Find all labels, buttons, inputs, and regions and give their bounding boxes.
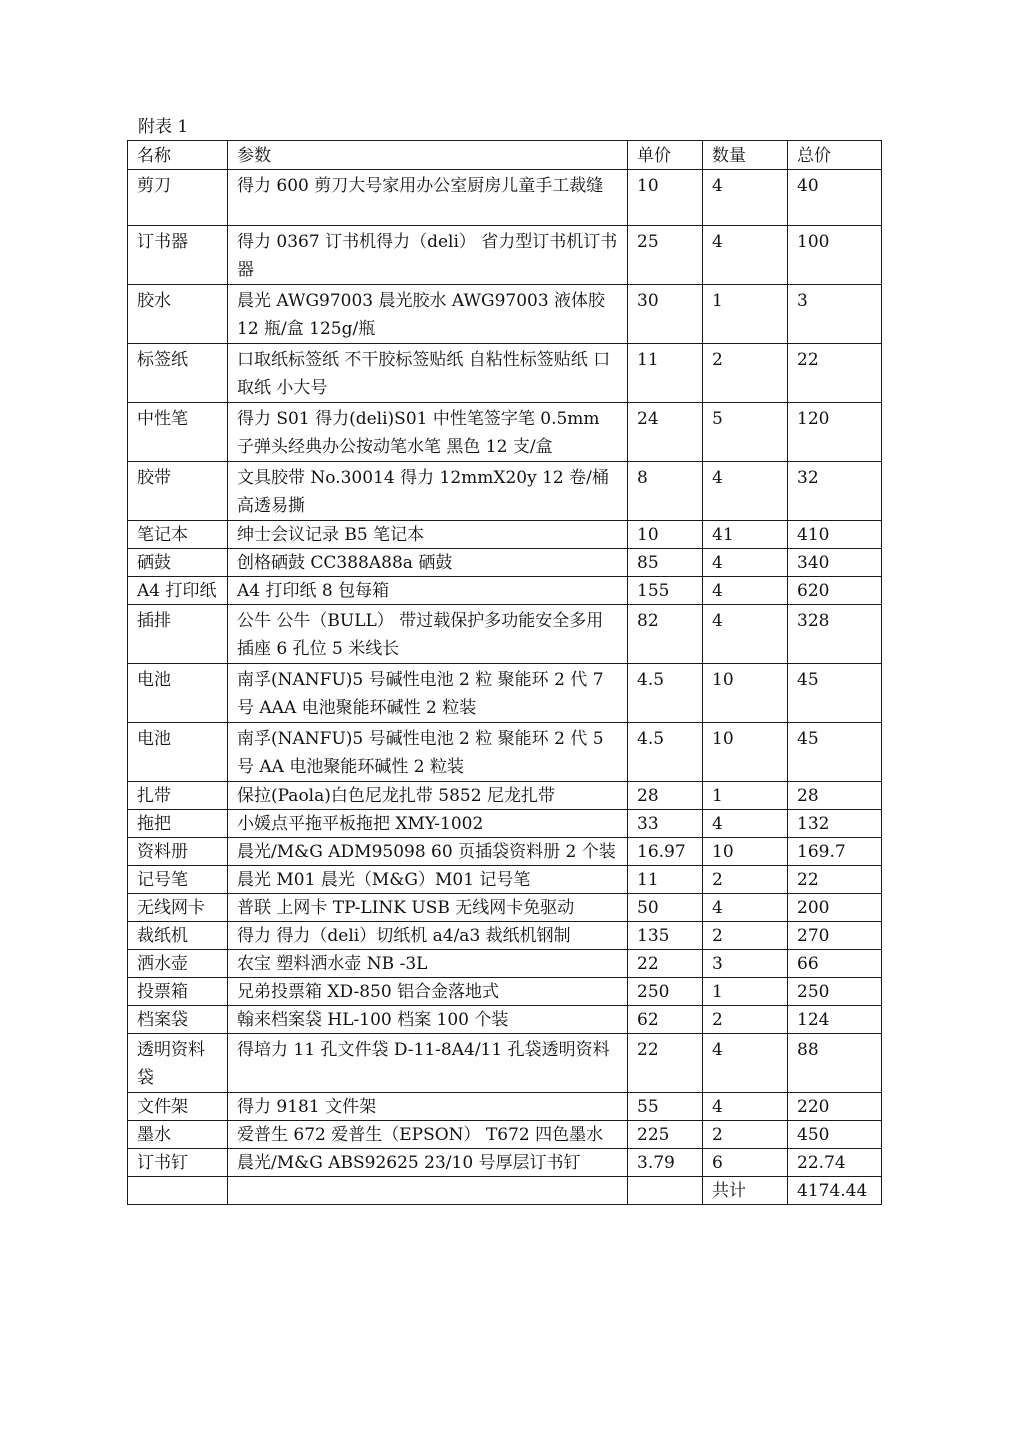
item-total: 45 bbox=[788, 723, 882, 782]
item-price: 30 bbox=[628, 285, 703, 344]
item-price: 11 bbox=[628, 344, 703, 403]
item-total: 22 bbox=[788, 344, 882, 403]
table-row bbox=[128, 462, 882, 521]
table-row bbox=[128, 1093, 882, 1121]
item-name: 档案袋 bbox=[128, 1006, 228, 1034]
item-qty: 6 bbox=[703, 1149, 788, 1177]
item-total: 120 bbox=[788, 403, 882, 462]
item-name: 墨水 bbox=[128, 1121, 228, 1149]
item-param: 口取纸标签纸 不干胶标签贴纸 自粘性标签贴纸 口取纸 小大号 bbox=[228, 344, 628, 403]
item-price: 3.79 bbox=[628, 1149, 703, 1177]
item-total: 250 bbox=[788, 978, 882, 1006]
item-total: 66 bbox=[788, 950, 882, 978]
item-qty: 4 bbox=[703, 605, 788, 664]
table-row bbox=[128, 285, 882, 344]
item-total: 100 bbox=[788, 226, 882, 285]
item-param: 得力 9181 文件架 bbox=[228, 1093, 628, 1121]
item-qty: 4 bbox=[703, 577, 788, 605]
item-total: 340 bbox=[788, 549, 882, 577]
item-param: 晨光/M&G ADM95098 60 页插袋资料册 2 个装 bbox=[228, 838, 628, 866]
item-price: 85 bbox=[628, 549, 703, 577]
item-qty: 2 bbox=[703, 922, 788, 950]
item-total: 124 bbox=[788, 1006, 882, 1034]
item-qty: 4 bbox=[703, 170, 788, 226]
table-row bbox=[128, 549, 882, 577]
item-price: 11 bbox=[628, 866, 703, 894]
item-price: 22 bbox=[628, 1034, 703, 1093]
item-price: 82 bbox=[628, 605, 703, 664]
item-qty: 1 bbox=[703, 978, 788, 1006]
item-param: 得力 600 剪刀大号家用办公室厨房儿童手工裁缝 bbox=[228, 170, 628, 226]
item-param: 晨光 M01 晨光（M&G）M01 记号笔 bbox=[228, 866, 628, 894]
header-row bbox=[128, 141, 882, 170]
item-qty: 10 bbox=[703, 838, 788, 866]
table-row bbox=[128, 605, 882, 664]
item-param: 南孚(NANFU)5 号碱性电池 2 粒 聚能环 2 代 7 号 AAA 电池聚能环碱性 2 粒装 bbox=[228, 664, 628, 723]
grand-total: 4174.44 bbox=[788, 1177, 882, 1205]
table-row bbox=[128, 922, 882, 950]
table-row bbox=[128, 950, 882, 978]
item-qty: 4 bbox=[703, 549, 788, 577]
item-price: 155 bbox=[628, 577, 703, 605]
item-param: 得力 0367 订书机得力（deli） 省力型订书机订书器 bbox=[228, 226, 628, 285]
item-name: 洒水壶 bbox=[128, 950, 228, 978]
item-price: 62 bbox=[628, 1006, 703, 1034]
item-param: 南孚(NANFU)5 号碱性电池 2 粒 聚能环 2 代 5 号 AA 电池聚能环碱性 2 粒装 bbox=[228, 723, 628, 782]
item-total: 45 bbox=[788, 664, 882, 723]
item-price: 225 bbox=[628, 1121, 703, 1149]
item-name: 剪刀 bbox=[128, 170, 228, 226]
item-param: 兄弟投票箱 XD-850 铝合金落地式 bbox=[228, 978, 628, 1006]
item-total: 328 bbox=[788, 605, 882, 664]
item-name: 裁纸机 bbox=[128, 922, 228, 950]
item-param: 文具胶带 No.30014 得力 12mmX20y 12 卷/桶 高透易撕 bbox=[228, 462, 628, 521]
item-qty: 10 bbox=[703, 664, 788, 723]
item-total: 3 bbox=[788, 285, 882, 344]
item-name: 插排 bbox=[128, 605, 228, 664]
item-name: 电池 bbox=[128, 723, 228, 782]
item-total: 220 bbox=[788, 1093, 882, 1121]
table-row bbox=[128, 894, 882, 922]
item-qty: 4 bbox=[703, 1093, 788, 1121]
table-row bbox=[128, 521, 882, 549]
item-qty: 1 bbox=[703, 782, 788, 810]
header-name: 名称 bbox=[128, 141, 228, 170]
item-qty: 2 bbox=[703, 1006, 788, 1034]
item-name: 胶带 bbox=[128, 462, 228, 521]
item-name: 订书钉 bbox=[128, 1149, 228, 1177]
item-price: 16.97 bbox=[628, 838, 703, 866]
item-qty: 5 bbox=[703, 403, 788, 462]
item-name: A4 打印纸 bbox=[128, 577, 228, 605]
item-qty: 4 bbox=[703, 810, 788, 838]
table-row bbox=[128, 226, 882, 285]
item-qty: 4 bbox=[703, 462, 788, 521]
item-name: 电池 bbox=[128, 664, 228, 723]
item-name: 中性笔 bbox=[128, 403, 228, 462]
table-row bbox=[128, 866, 882, 894]
item-param: 绅士会议记录 B5 笔记本 bbox=[228, 521, 628, 549]
total-empty-cell bbox=[128, 1177, 228, 1205]
header-price: 单价 bbox=[628, 141, 703, 170]
item-name: 拖把 bbox=[128, 810, 228, 838]
item-qty: 2 bbox=[703, 866, 788, 894]
item-price: 250 bbox=[628, 978, 703, 1006]
item-param: A4 打印纸 8 包每箱 bbox=[228, 577, 628, 605]
item-price: 10 bbox=[628, 170, 703, 226]
table-row bbox=[128, 577, 882, 605]
item-param: 普联 上网卡 TP-LINK USB 无线网卡免驱动 bbox=[228, 894, 628, 922]
total-empty-cell bbox=[228, 1177, 628, 1205]
item-param: 公牛 公牛（BULL） 带过载保护多功能安全多用插座 6 孔位 5 米线长 bbox=[228, 605, 628, 664]
item-price: 55 bbox=[628, 1093, 703, 1121]
item-price: 50 bbox=[628, 894, 703, 922]
item-price: 24 bbox=[628, 403, 703, 462]
item-qty: 2 bbox=[703, 1121, 788, 1149]
table-row bbox=[128, 1034, 882, 1093]
header-total: 总价 bbox=[788, 141, 882, 170]
item-param: 爱普生 672 爱普生（EPSON） T672 四色墨水 bbox=[228, 1121, 628, 1149]
item-name: 记号笔 bbox=[128, 866, 228, 894]
items-table bbox=[127, 140, 882, 1205]
item-total: 620 bbox=[788, 577, 882, 605]
item-qty: 3 bbox=[703, 950, 788, 978]
total-row bbox=[128, 1177, 882, 1205]
item-qty: 4 bbox=[703, 226, 788, 285]
item-name: 硒鼓 bbox=[128, 549, 228, 577]
item-price: 8 bbox=[628, 462, 703, 521]
table-row bbox=[128, 782, 882, 810]
item-qty: 10 bbox=[703, 723, 788, 782]
item-param: 得力 得力（deli）切纸机 a4/a3 裁纸机钢制 bbox=[228, 922, 628, 950]
item-name: 无线网卡 bbox=[128, 894, 228, 922]
item-total: 88 bbox=[788, 1034, 882, 1093]
item-name: 资料册 bbox=[128, 838, 228, 866]
item-total: 169.7 bbox=[788, 838, 882, 866]
table-row bbox=[128, 1006, 882, 1034]
item-name: 订书器 bbox=[128, 226, 228, 285]
item-param: 得力 S01 得力(deli)S01 中性笔签字笔 0.5mm 子弹头经典办公按动笔水笔 黑色 12 支/盒 bbox=[228, 403, 628, 462]
table-row bbox=[128, 664, 882, 723]
item-param: 得培力 11 孔文件袋 D-11-8A4/11 孔袋透明资料 bbox=[228, 1034, 628, 1093]
table-caption: 附表 1 bbox=[138, 117, 189, 137]
item-param: 小媛点平拖平板拖把 XMY-1002 bbox=[228, 810, 628, 838]
item-total: 450 bbox=[788, 1121, 882, 1149]
item-name: 投票箱 bbox=[128, 978, 228, 1006]
item-price: 33 bbox=[628, 810, 703, 838]
item-qty: 2 bbox=[703, 344, 788, 403]
item-param: 农宝 塑料洒水壶 NB -3L bbox=[228, 950, 628, 978]
table-row bbox=[128, 344, 882, 403]
header-qty: 数量 bbox=[703, 141, 788, 170]
total-empty-cell bbox=[628, 1177, 703, 1205]
item-price: 135 bbox=[628, 922, 703, 950]
item-param: 创格硒鼓 CC388A88a 硒鼓 bbox=[228, 549, 628, 577]
item-param: 保拉(Paola)白色尼龙扎带 5852 尼龙扎带 bbox=[228, 782, 628, 810]
item-name: 标签纸 bbox=[128, 344, 228, 403]
item-price: 4.5 bbox=[628, 664, 703, 723]
table-body bbox=[128, 170, 882, 1177]
item-name: 扎带 bbox=[128, 782, 228, 810]
item-name: 笔记本 bbox=[128, 521, 228, 549]
table-row bbox=[128, 810, 882, 838]
item-name: 透明资料袋 bbox=[128, 1034, 228, 1093]
item-total: 200 bbox=[788, 894, 882, 922]
item-param: 晨光/M&G ABS92625 23/10 号厚层订书钉 bbox=[228, 1149, 628, 1177]
table-row bbox=[128, 1121, 882, 1149]
item-price: 25 bbox=[628, 226, 703, 285]
item-name: 胶水 bbox=[128, 285, 228, 344]
item-total: 132 bbox=[788, 810, 882, 838]
table-row bbox=[128, 403, 882, 462]
item-total: 22 bbox=[788, 866, 882, 894]
item-param: 晨光 AWG97003 晨光胶水 AWG97003 液体胶 12 瓶/盒 125g/瓶 bbox=[228, 285, 628, 344]
item-name: 文件架 bbox=[128, 1093, 228, 1121]
item-total: 32 bbox=[788, 462, 882, 521]
item-total: 270 bbox=[788, 922, 882, 950]
item-total: 40 bbox=[788, 170, 882, 226]
item-qty: 4 bbox=[703, 894, 788, 922]
table-row bbox=[128, 723, 882, 782]
item-price: 22 bbox=[628, 950, 703, 978]
item-price: 4.5 bbox=[628, 723, 703, 782]
total-label: 共计 bbox=[703, 1177, 788, 1205]
item-qty: 1 bbox=[703, 285, 788, 344]
table-row bbox=[128, 1149, 882, 1177]
item-param: 翰来档案袋 HL-100 档案 100 个装 bbox=[228, 1006, 628, 1034]
table-row bbox=[128, 838, 882, 866]
item-qty: 4 bbox=[703, 1034, 788, 1093]
item-price: 10 bbox=[628, 521, 703, 549]
item-total: 410 bbox=[788, 521, 882, 549]
item-total: 28 bbox=[788, 782, 882, 810]
item-total: 22.74 bbox=[788, 1149, 882, 1177]
header-param: 参数 bbox=[228, 141, 628, 170]
item-price: 28 bbox=[628, 782, 703, 810]
table-row bbox=[128, 978, 882, 1006]
table-row bbox=[128, 170, 882, 226]
item-qty: 41 bbox=[703, 521, 788, 549]
